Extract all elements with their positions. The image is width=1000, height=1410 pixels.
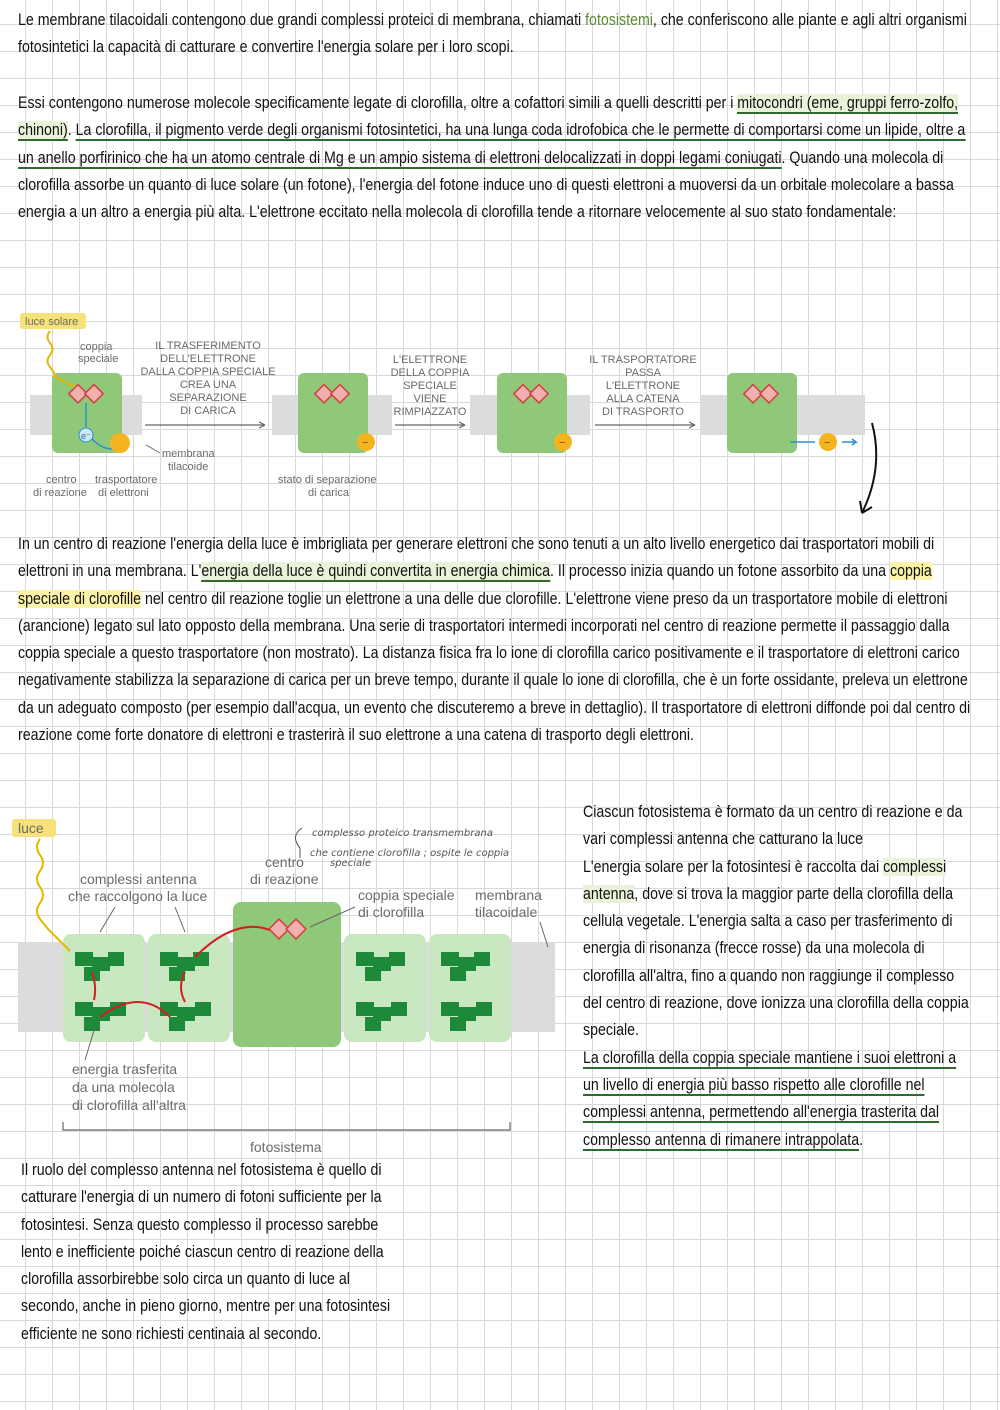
antenna-complex-1 (63, 934, 145, 1042)
label-membrana: membrana (475, 887, 542, 903)
label-da-una-molecola: da una molecola (72, 1079, 175, 1095)
label-luce: luce (18, 820, 44, 836)
svg-text:DALLA COPPIA SPECIALE: DALLA COPPIA SPECIALE (140, 366, 276, 378)
p4-complessi-antenna: complessi antenna (583, 857, 947, 903)
p4-text-d: . (859, 1130, 864, 1149)
label-energia-trasferita: energia trasferita (72, 1061, 178, 1077)
step3-arrow (595, 422, 695, 428)
label-raccolgono-luce: che raccolgono la luce (68, 888, 208, 904)
label-fotosistema: fotosistema (250, 1139, 322, 1155)
label-di-reazione: di reazione (250, 871, 319, 887)
figure-charge-separation (0, 305, 1000, 520)
svg-text:DELLA COPPIA: DELLA COPPIA (390, 367, 470, 379)
svg-text:PASSA: PASSA (625, 367, 661, 379)
label-centro: centro (46, 474, 77, 486)
paragraph-reaction-center (18, 531, 984, 749)
label-coppia: coppia (80, 341, 113, 353)
p3-text-c: nel centro dil reazione toglie un elettrone a una delle due clorofille. L'elettrone viene preso da un trasportatore mobile di elettroni (arancione) legato sul lato opposto della membrana. Una serie di trasportatori intermedi incorporati nel centro di reazione permette il passaggio dalla coppia speciale a questo trasportatore (non mostrato). La distanza fisica fra lo ione di clorofilla carico positivamente e il trasportatore di elettroni carico negativamente stabilizza la separazione di carica per un breve tempo, durante il quale lo ione di clorofilla, che è un forte ossidante, preleva un elettrone da un adeguato composto (per esempio dall'acqua, un evento che discuteremo a breve in dettaglio). Il trasportatore di elettroni diffonde poi dal centro di reazione come forte donatore di elettroni e trasterirà il suo elettrone a una catena di trasporto degli elettroni. (18, 589, 971, 745)
label-speciale: speciale (78, 353, 119, 365)
label-coppia-speciale: coppia speciale (358, 887, 455, 903)
p2-text-c: . Quando una molecola di clorofilla assorbe un quanto di luce solare (un fotone), l'energia del fotone induce uno di questi elettroni a muoversi da un orbitale molecolare a bassa energia a un altro a energia più alta. L'elettrone eccitato nella molecola di clorofilla tende a ritornare velocemente al suo stato fondamentale: (18, 148, 954, 222)
p3-energy-converted: energia della luce è quindi convertita in energia chimica (201, 562, 551, 581)
label-clorofilla-altra: di clorofilla all'altra (72, 1097, 186, 1113)
p4-special-pair-energy: La clorofilla della coppia speciale mantiene i suoi elettroni a un livello di energia più basso rispetto alle clorofille nel complessi antenna, permettendo all'energia trasterita dal complesso antenna di rimanere intrappolata (583, 1048, 957, 1149)
handwritten-note-line3: speciale (330, 858, 372, 869)
handwritten-note-line2: che contiene clorofilla ; ospite le coppia (310, 848, 510, 859)
p4-text-a: Ciascun fotosistema è formato da un centro di reazione e da vari complessi antenna che catturano la luce (583, 803, 963, 849)
svg-text:SPECIALE: SPECIALE (403, 380, 457, 392)
svg-text:DI CARICA: DI CARICA (180, 405, 236, 417)
label-luce-solare: luce solare (25, 316, 79, 328)
label-di-elettroni: di elettroni (98, 487, 149, 499)
label-di-reazione: di reazione (33, 487, 87, 499)
photosystem-bracket (63, 1122, 510, 1130)
p5-text: Il ruolo del complesso antenna nel fotosistema è quello di catturare l'energia di un numero di fotoni sufficiente per la fotosintesi. Senza questo complesso il processo sarebbe lento e inefficiente poiché ciascun centro di reazione della clorofilla assorbirebbe solo circa un quanto di luce al secondo, anche in pieno giorno, mentre per una fotosintesi efficiente ne sono richiesti centinaia al secondo. (21, 1161, 391, 1343)
p2-text-a: Essi contengono numerose molecole specificamente legate di clorofilla, oltre a cofattori simili a quelli descritti per i (18, 94, 738, 112)
p3-special-pair: coppia speciale di clorofille (18, 562, 932, 608)
svg-text:L'ELETTRONE: L'ELETTRONE (392, 354, 468, 366)
label-centro: centro (265, 854, 304, 870)
paragraph-antenna-role (21, 1157, 408, 1348)
antenna-complex-2 (148, 934, 230, 1042)
step2-arrow (395, 422, 465, 428)
paragraph-intro (18, 7, 986, 62)
step3-caption (589, 354, 696, 418)
p3-text-a: In un centro di reazione l'energia della luce è imbrigliata per generare elettroni che sono tenuti a un alto livello energetico dai trasportatori mobili di elettroni in una membrana. L' (18, 535, 935, 581)
svg-text:L'ELETTRONE: L'ELETTRONE (605, 380, 681, 392)
paragraph-antenna-right (583, 799, 974, 1154)
carrier-4-charge: − (824, 437, 831, 449)
label-di-clorofilla: di clorofilla (358, 904, 425, 920)
svg-text:IL TRASFERIMENTO: IL TRASFERIMENTO (155, 340, 261, 352)
step1-arrow (145, 422, 265, 428)
paragraph-clorofilla (18, 90, 984, 226)
label-trasportatore: trasportatore (95, 474, 158, 486)
p1-text-b: , che conferiscono alle piante e agli altri organismi fotosintetici la capacità di catturare e convertire l'energia solare per i loro scopi. (18, 11, 967, 57)
electron-carrier-1 (110, 433, 130, 453)
label-di-carica: di carica (308, 487, 349, 499)
svg-text:IL TRASPORTATORE: IL TRASPORTATORE (589, 354, 697, 366)
label-tilacoide: tilacoide (168, 461, 209, 473)
hand-drawn-arrow (860, 423, 876, 513)
antenna-complex-4 (429, 934, 511, 1042)
svg-text:VIENE: VIENE (413, 393, 447, 405)
electron-label: e⁻ (81, 431, 91, 441)
svg-text:RIMPIAZZATO: RIMPIAZZATO (393, 406, 467, 418)
p1-term-fotosistemi: fotosistemi (585, 11, 653, 29)
label-tilacoidale: tilacoidale (475, 904, 538, 920)
figure-photosystem (0, 812, 575, 1162)
p4-text-c: , dove si trova la maggior parte della clorofilla della cellula vegetale. L'energia salta a caso per trasferimento di energia di risonanza (frecce rosse) da una molecola di clorofilla all'altra, fino a quando non raggiunge il complesso del centro di reazione, dove ionizza una clorofilla della coppia speciale. (583, 884, 969, 1040)
p3-text-b: . Il processo inizia quando un fotone assorbito da una (550, 562, 891, 581)
label-membrana: membrana (162, 448, 215, 460)
svg-text:CREA UNA: CREA UNA (179, 379, 237, 391)
p4-text-b: L'energia solare per la fotosintesi è raccolta dai (583, 857, 884, 876)
svg-text:DELL'ELETTRONE: DELL'ELETTRONE (160, 353, 256, 365)
svg-text:ALLA CATENA: ALLA CATENA (606, 393, 680, 405)
p2-mitocondri: mitocondri (eme, gruppi ferro-zolfo, chinoni) (18, 94, 959, 140)
carrier-2-charge: − (362, 437, 369, 449)
p2-text-b: . (67, 121, 76, 140)
reaction-center-complex (233, 902, 341, 1047)
step2-caption (391, 354, 471, 418)
svg-text:DI TRASPORTO: DI TRASPORTO (602, 406, 684, 418)
antenna-leader-lines (100, 907, 185, 932)
light-wave (37, 839, 70, 951)
handwritten-note-line1: complesso proteico transmembrana (312, 828, 493, 839)
reaction-center-4 (727, 373, 797, 453)
label-complessi-antenna: complessi antenna (80, 871, 197, 887)
p2-clorofilla-def: La clorofilla, il pigmento verde degli organismi fotosintetici, ha una lunga coda idrofobica che le permette di comportarsi come un lipide, oltre a un anello porfirinico che ha un atomo centrale di Mg e un ampio sistema di elettroni delocalizzati in doppi legami coniugati (18, 121, 966, 167)
label-stato-separazione: stato di separazione (278, 474, 377, 486)
svg-text:SEPARAZIONE: SEPARAZIONE (169, 392, 247, 404)
step1-caption (140, 340, 275, 417)
carrier-3-charge: − (559, 437, 566, 449)
p1-text-a: Le membrane tilacoidali contengono due grandi complessi proteici di membrana, chiamati (18, 11, 586, 29)
membrane-leader-line (146, 445, 160, 453)
antenna-complex-3 (344, 934, 426, 1042)
